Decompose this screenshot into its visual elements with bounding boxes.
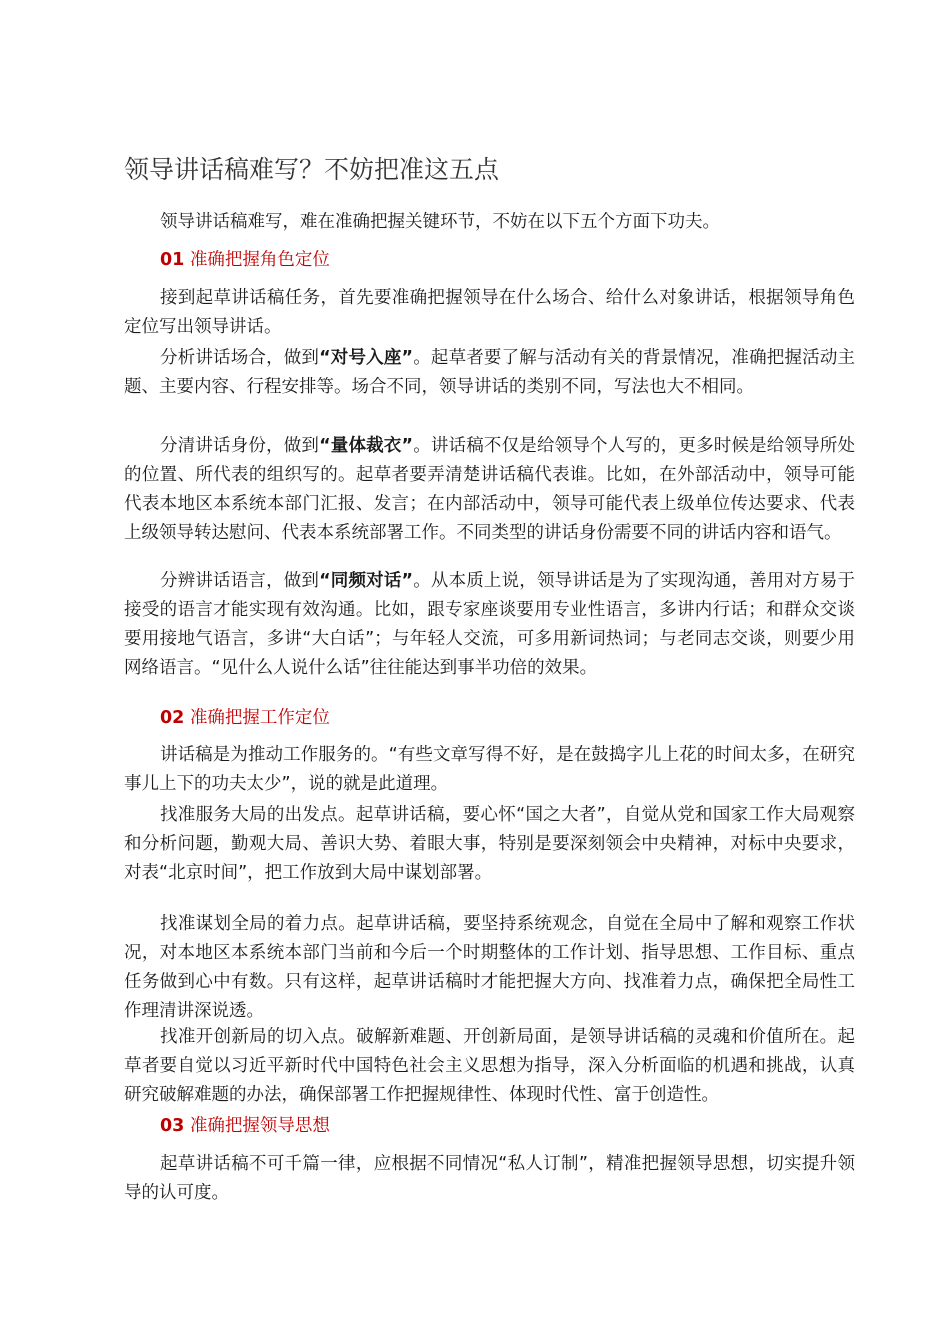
section-title: 准确把握角色定位 [189,250,330,270]
paragraph-lead: 分清讲话身份，做到 [160,436,320,456]
section-title: 准确把握工作定位 [189,708,330,728]
section-title: 准确把握领导思想 [189,1116,330,1136]
paragraph-lead: 分析讲话场合，做到 [160,348,320,368]
section-number: 03 [160,1116,185,1136]
paragraph [124,284,855,342]
paragraph-text: 找准谋划全局的着力点。起草讲话稿，要坚持系统观念，自觉在全局中了解和观察工作状况，对本地区本系统本部门当前和今后一个时期整体的工作计划、指导思想、工作目标、重点任务做到心中有数。只有这样，起草讲话稿时才能把握大方向、找准着力点，确保把全局性工作理清讲深说透。 [124,914,855,1021]
section-heading-01 [160,246,330,275]
paragraph-text: 。讲话稿不仅是给领导个人写的，更多时候是给领导所处的位置、所代表的组织写的。起草者要弄清楚讲话稿代表谁。比如，在外部活动中，领导可能代表本地区本系统本部门汇报、发言；在内部活动中，领导可能代表上级单位传达要求、代表上级领导转达慰问、代表本系统部署工作。不同类型的讲话身份需要不同的讲话内容和语气。 [124,436,856,543]
paragraph-lead: 分辨讲话语言，做到 [160,571,320,591]
section-heading-03 [160,1112,330,1141]
paragraph-text: 起草讲话稿不可千篇一律，应根据不同情况“私人订制”，精准把握领导思想，切实提升领导的认可度。 [124,1154,855,1203]
paragraph [124,567,855,683]
paragraph [124,741,855,799]
paragraph-text: 找准服务大局的出发点。起草讲话稿，要心怀“国之大者”，自觉从党和国家工作大局观察和分析问题，勤观大局、善识大势、着眼大事，特别是要深刻领会中央精神，对标中央要求，对表“北京时间”，把工作放到大局中谋划部署。 [124,805,855,883]
page-title: 领导讲话稿难写？不妨把准这五点 [124,155,500,184]
paragraph [124,910,855,1026]
paragraph-emphasis: “同频对话” [319,571,414,591]
paragraph-emphasis: “对号入座” [319,348,414,368]
intro-paragraph: 领导讲话稿难写，难在准确把握关键环节，不妨在以下五个方面下功夫。 [160,212,720,232]
paragraph [124,344,855,402]
paragraph-text: 。起草者要了解与活动有关的背景情况，准确把握活动主题、主要内容、行程安排等。场合不同，领导讲话的类别不同，写法也大不相同。 [124,348,856,397]
paragraph [124,1150,855,1208]
section-number: 01 [160,250,185,270]
paragraph-emphasis: “量体裁衣” [319,436,414,456]
paragraph [124,432,855,548]
paragraph [124,801,855,888]
paragraph-text: 找准开创新局的切入点。破解新难题、开创新局面，是领导讲话稿的灵魂和价值所在。起草者要自觉以习近平新时代中国特色社会主义思想为指导，深入分析面临的机遇和挑战，认真研究破解难题的办法，确保部署工作把握规律性、体现时代性、富于创造性。 [124,1027,855,1105]
paragraph-text: 讲话稿是为推动工作服务的。“有些文章写得不好，是在鼓捣字儿上花的时间太多，在研究事儿上下的功夫太少”，说的就是此道理。 [124,745,855,794]
section-heading-02 [160,704,330,733]
paragraph-text: 接到起草讲话稿任务，首先要准确把握领导在什么场合、给什么对象讲话，根据领导角色定位写出领导讲话。 [124,288,855,337]
section-number: 02 [160,708,185,728]
paragraph [124,1023,855,1110]
paragraph-text: 。从本质上说，领导讲话是为了实现沟通，善用对方易于接受的语言才能实现有效沟通。比如，跟专家座谈要用专业性语言，多讲内行话；和群众交谈要用接地气语言，多讲“大白话”；与年轻人交流，可多用新词热词；与老同志交谈，则要少用网络语言。“见什么人说什么话”往往能达到事半功倍的效果。 [124,571,856,678]
